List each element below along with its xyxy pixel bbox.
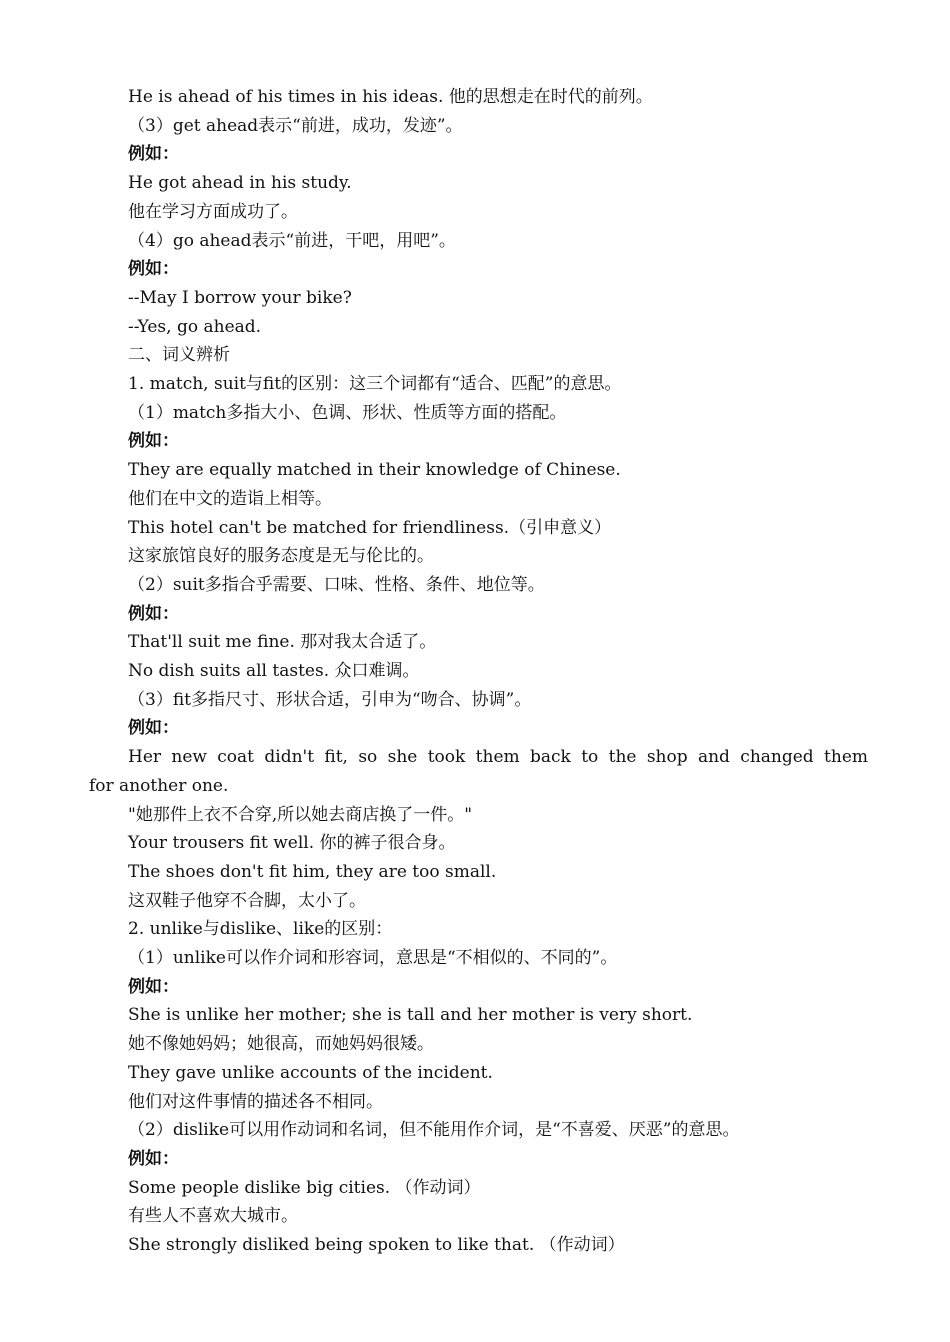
text-line: 有些人不喜欢大城市。	[128, 1206, 298, 1226]
text-line: No dish suits all tastes. 众口难调。	[128, 661, 420, 681]
text-line: --Yes, go ahead.	[128, 317, 262, 337]
text-line: They gave unlike accounts of the incident.	[128, 1063, 493, 1083]
example-label: 例如：	[128, 431, 179, 451]
text-line: for another one.	[89, 776, 229, 796]
text-line: Your trousers fit well. 你的裤子很合身。	[128, 833, 456, 853]
example-label: 例如：	[128, 977, 179, 997]
text-line: （2）dislike可以用作动词和名词，但不能用作介词，是“不喜爱、厌恶”的意思。	[128, 1120, 740, 1140]
text-line: （1）match多指大小、色调、形状、性质等方面的搭配。	[128, 403, 567, 423]
text-line: （4）go ahead表示“前进，干吧，用吧”。	[128, 231, 456, 251]
text-line: She is unlike her mother; she is tall and her mother is very short.	[128, 1005, 693, 1025]
example-label: 例如：	[128, 1149, 179, 1169]
example-label: 例如：	[128, 604, 179, 624]
text-line: They are equally matched in their knowledge of Chinese.	[128, 460, 621, 480]
text-line: 他在学习方面成功了。	[128, 202, 298, 222]
text-line: （1）unlike可以作介词和形容词，意思是“不相似的、不同的”。	[128, 948, 618, 968]
text-line: He is ahead of his times in his ideas. 他的思想走在时代的前列。	[128, 87, 653, 107]
text-line: 他们在中文的造诣上相等。	[128, 489, 332, 509]
text-line: That'll suit me fine. 那对我太合适了。	[128, 632, 437, 652]
text-line: "她那件上衣不合穿,所以她去商店换了一件。"	[128, 805, 473, 825]
example-label: 例如：	[128, 718, 179, 738]
example-label: 例如：	[128, 144, 179, 164]
text-line: The shoes don't fit him, they are too small.	[128, 862, 497, 882]
text-line: She strongly disliked being spoken to like that. （作动词）	[128, 1235, 625, 1255]
text-line: This hotel can't be matched for friendliness.（引申意义）	[128, 518, 612, 538]
section-heading: 二、词义辨析	[128, 345, 230, 365]
text-line: 这家旅馆良好的服务态度是无与伦比的。	[128, 546, 434, 566]
text-line: 这双鞋子他穿不合脚，太小了。	[128, 891, 366, 911]
text-line: Some people dislike big cities. （作动词）	[128, 1178, 481, 1198]
text-line: --May I borrow your bike?	[128, 288, 352, 308]
text-line: （3）get ahead表示“前进，成功，发迹”。	[128, 116, 463, 136]
text-line: （3）fit多指尺寸、形状合适，引申为“吻合、协调”。	[128, 690, 532, 710]
text-line: 2. unlike与dislike、like的区别：	[128, 919, 393, 939]
text-line: 她不像她妈妈；她很高，而她妈妈很矮。	[128, 1034, 434, 1054]
text-line: 1. match, suit与fit的区别：这三个词都有“适合、匹配”的意思。	[128, 374, 622, 394]
text-line: （2）suit多指合乎需要、口味、性格、条件、地位等。	[128, 575, 545, 595]
example-label: 例如：	[128, 259, 179, 279]
text-line: Her new coat didn't fit, so she took them back to the shop and changed them	[128, 747, 868, 767]
text-line: 他们对这件事情的描述各不相同。	[128, 1092, 383, 1112]
text-line: He got ahead in his study.	[128, 173, 352, 193]
